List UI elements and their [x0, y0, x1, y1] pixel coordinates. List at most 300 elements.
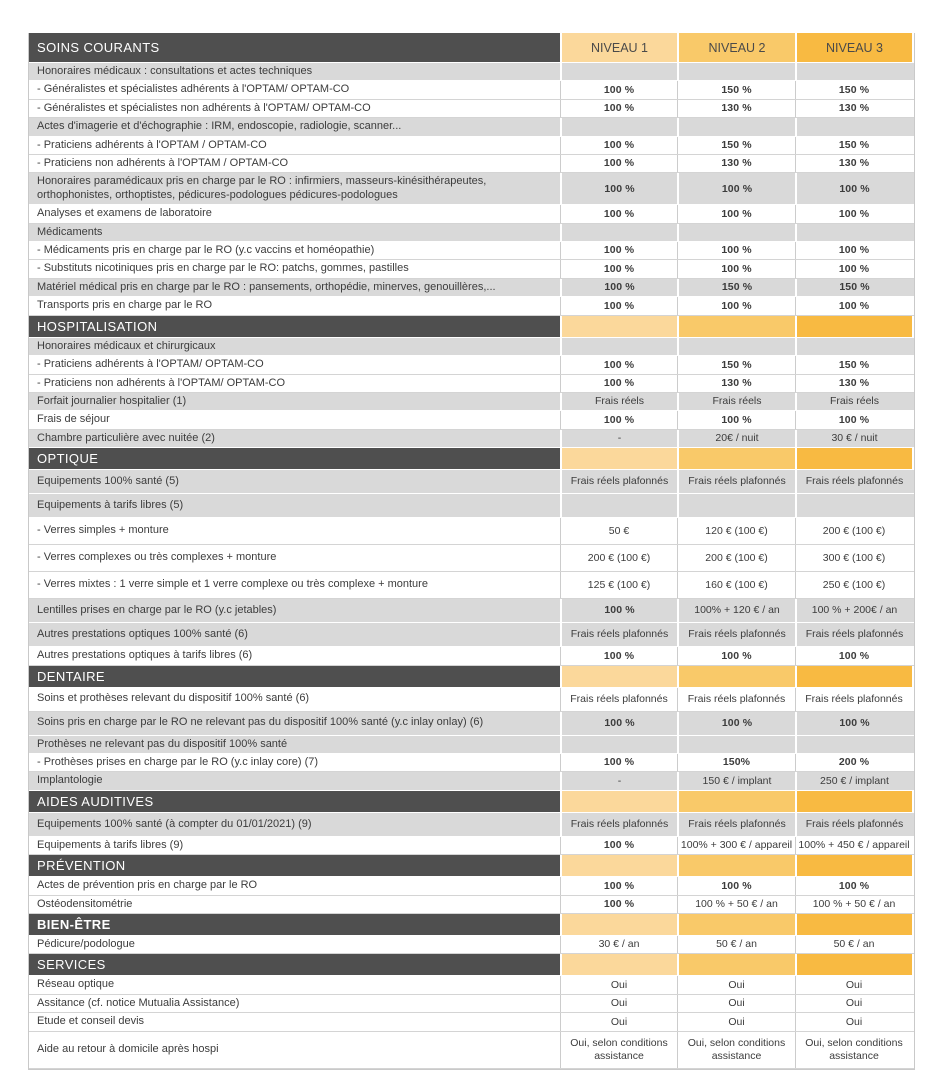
- benefit-value-cell: [795, 224, 912, 241]
- benefit-label: - Prothèses prises en charge par le RO (y.c inlay core) (7): [37, 755, 319, 768]
- benefit-value-cell: [677, 545, 795, 571]
- section-header-row: [29, 316, 914, 338]
- benefit-value-cell: [560, 173, 677, 204]
- section-title: BIEN-ÊTRE: [29, 914, 560, 935]
- benefit-value: 100 %: [603, 299, 635, 312]
- benefit-value: 100 %: [603, 413, 635, 426]
- benefit-value: 30 € / an: [598, 938, 640, 951]
- benefit-value-cell: [677, 63, 795, 80]
- benefit-value: 100 %: [604, 182, 635, 195]
- benefit-label: Transports pris en charge par le RO: [37, 299, 213, 312]
- benefit-value-cell: [677, 623, 795, 646]
- benefit-value-cell: [677, 837, 795, 854]
- benefit-value: 125 € (100 €): [587, 578, 651, 591]
- benefit-row: [29, 896, 914, 914]
- benefit-row: [29, 1013, 914, 1031]
- benefit-value: 100 %: [603, 649, 635, 662]
- benefit-label: - Médicaments pris en charge par le RO (y.c vaccins et homéopathie): [37, 244, 375, 257]
- benefit-row: [29, 63, 914, 81]
- benefit-value-cell: [677, 279, 795, 296]
- benefit-value-cell: [795, 813, 912, 836]
- benefit-value: Frais réels plafonnés: [688, 817, 786, 830]
- benefit-value-cell: [677, 813, 795, 836]
- benefit-value-cell: [560, 995, 677, 1012]
- benefit-label: Equipements 100% santé (5): [37, 474, 179, 487]
- benefit-value: 100 %: [603, 756, 635, 769]
- benefit-row: [29, 470, 914, 494]
- benefit-value-cell: [560, 518, 677, 544]
- benefit-value-cell: [560, 242, 677, 259]
- benefit-value-cell: [677, 356, 795, 373]
- benefit-label: Frais de séjour: [37, 413, 110, 426]
- benefit-value: 250 € (100 €): [822, 578, 886, 591]
- benefit-value: 200 %: [838, 756, 870, 769]
- benefit-label: Equipements à tarifs libres (9): [37, 838, 184, 851]
- benefit-value: Frais réels plafonnés: [570, 475, 669, 488]
- benefit-row: [29, 430, 914, 448]
- benefit-value: Frais réels plafonnés: [805, 475, 904, 488]
- benefit-value-cell: [795, 572, 912, 598]
- benefit-value: Frais réels plafonnés: [688, 628, 786, 641]
- level-header-cell: [795, 666, 912, 687]
- benefit-value: 50 € / an: [716, 938, 757, 951]
- benefit-value-cell: [795, 518, 912, 544]
- benefit-value: 130 %: [721, 157, 752, 170]
- level-header-cell: [677, 954, 795, 975]
- benefit-value-cell: [677, 494, 795, 517]
- benefit-value: 100 %: [603, 244, 635, 257]
- benefit-value: 100% + 450 € / appareil: [798, 839, 910, 852]
- benefit-value-cell: [677, 470, 795, 493]
- benefit-row: [29, 242, 914, 260]
- benefit-label: - Généralistes et spécialistes adhérents à l'OPTAM/ OPTAM-CO: [37, 83, 350, 96]
- section-title: AIDES AUDITIVES: [29, 791, 560, 812]
- benefit-row: [29, 356, 914, 374]
- benefit-label: Actes d'imagerie et d'échographie : IRM, endoscopie, radiologie, scanner...: [37, 120, 402, 133]
- section-header-row: [29, 448, 914, 470]
- benefit-label: Soins pris en charge par le RO ne relevant pas du dispositif 100% santé (y.c inlay onlay) (6): [37, 716, 484, 729]
- benefit-value-cell: [677, 599, 795, 622]
- benefit-value-cell: [795, 712, 912, 735]
- section-header-row: [29, 914, 914, 936]
- benefit-row: [29, 754, 914, 772]
- benefit-value-cell: [795, 393, 912, 410]
- benefit-value: 100 %: [603, 879, 635, 892]
- section-title: OPTIQUE: [29, 448, 560, 469]
- benefit-value-cell: [677, 173, 795, 204]
- benefit-value: 50 € / an: [833, 938, 875, 951]
- benefit-value: 100 %: [721, 716, 753, 729]
- benefit-value: 120 € (100 €): [705, 524, 768, 537]
- benefit-row: [29, 137, 914, 155]
- benefit-value: Frais réels plafonnés: [570, 692, 668, 705]
- benefit-value: 150 %: [838, 139, 870, 152]
- section-header-row: [29, 954, 914, 976]
- benefit-value-cell: [795, 63, 912, 80]
- benefit-label: - Praticiens non adhérents à l'OPTAM/ OPTAM-CO: [37, 376, 286, 389]
- benefit-label: Prothèses ne relevant pas du dispositif 100% santé: [37, 737, 288, 750]
- benefit-value: Oui, selon conditions assistance: [687, 1037, 786, 1062]
- benefit-value: 100 %: [838, 649, 870, 662]
- benefit-value-cell: [795, 205, 912, 222]
- benefit-value: 100 %: [603, 207, 635, 220]
- benefit-value-cell: [677, 1013, 795, 1030]
- benefit-label: Honoraires paramédicaux pris en charge par le RO : infirmiers, masseurs-kinésithérapeutes, orthophonistes, orthoptistes, pédicures-podologues pédicures-podologues: [37, 175, 487, 201]
- level-header-cell: [560, 666, 677, 687]
- benefit-value-cell: [677, 1032, 795, 1068]
- benefit-row: [29, 572, 914, 599]
- section-title: DENTAIRE: [29, 666, 560, 687]
- benefit-value-cell: [560, 813, 677, 836]
- benefit-row: [29, 976, 914, 994]
- benefit-value: 100 %: [603, 262, 635, 275]
- benefit-value: -: [617, 432, 622, 445]
- benefit-row: [29, 623, 914, 647]
- benefit-row: [29, 224, 914, 242]
- benefit-value-cell: [677, 205, 795, 222]
- benefit-value: 20€ / nuit: [715, 432, 759, 445]
- benefit-label: Equipements à tarifs libres (5): [37, 498, 184, 511]
- benefit-value: 100 %: [839, 182, 870, 195]
- benefit-value-cell: [560, 375, 677, 392]
- benefit-value-cell: [795, 1013, 912, 1030]
- benefit-value-cell: [795, 470, 912, 493]
- benefit-value: 100 %: [604, 716, 635, 729]
- benefit-value-cell: [560, 545, 677, 571]
- benefit-value: Frais réels: [829, 395, 879, 408]
- benefit-value-cell: [677, 754, 795, 771]
- benefit-value: 100 %: [838, 262, 870, 275]
- benefit-value: 100 %: [721, 879, 752, 892]
- benefit-label: Réseau optique: [37, 978, 115, 991]
- benefit-value-cell: [677, 118, 795, 135]
- benefit-value-cell: [677, 688, 795, 711]
- benefit-label: Lentilles prises en charge par le RO (y.c jetables): [37, 603, 277, 616]
- benefit-label: Médicaments: [37, 225, 103, 238]
- benefit-value: 150 %: [721, 139, 752, 152]
- level-header-cell: [677, 791, 795, 812]
- benefit-value-cell: [560, 754, 677, 771]
- benefit-value-cell: [795, 430, 912, 447]
- benefit-value-cell: [677, 224, 795, 241]
- benefit-row: [29, 100, 914, 118]
- benefit-value-cell: [677, 430, 795, 447]
- benefit-value: 50 €: [608, 524, 630, 537]
- benefit-value-cell: [560, 100, 677, 117]
- benefit-value: Oui: [728, 997, 745, 1010]
- benefit-value: Oui: [610, 978, 628, 991]
- benefit-value: 130 %: [721, 376, 752, 389]
- level-header-cell: [560, 855, 677, 876]
- benefit-value: 100 %: [603, 102, 635, 115]
- benefit-value-cell: [677, 995, 795, 1012]
- benefit-value-cell: [795, 772, 912, 789]
- benefit-value: 200 € (100 €): [587, 551, 651, 564]
- benefit-row: [29, 393, 914, 411]
- benefit-value-cell: [560, 338, 677, 355]
- benefit-value-cell: [795, 375, 912, 392]
- benefit-label: Soins et prothèses relevant du dispositif 100% santé (6): [37, 692, 310, 705]
- benefit-value-cell: [677, 647, 795, 664]
- benefit-value-cell: [795, 976, 912, 993]
- benefit-value-cell: [795, 297, 912, 314]
- benefit-value-cell: [677, 772, 795, 789]
- benefit-value-cell: [560, 572, 677, 598]
- benefit-value: Frais réels plafonnés: [570, 628, 669, 641]
- benefit-row: [29, 1032, 914, 1069]
- benefit-label: Chambre particulière avec nuitée (2): [37, 431, 215, 444]
- benefit-value-cell: [677, 936, 795, 953]
- benefit-row: [29, 205, 914, 223]
- benefit-value: 150 € / implant: [702, 774, 772, 787]
- benefit-value: 100 %: [603, 839, 635, 852]
- benefit-value-cell: [560, 205, 677, 222]
- benefit-value: Oui: [610, 997, 628, 1010]
- benefit-row: [29, 599, 914, 623]
- level-header-cell: [560, 791, 677, 812]
- benefit-value-cell: [795, 356, 912, 373]
- benefit-value: Frais réels plafonnés: [805, 817, 904, 830]
- benefit-row: [29, 155, 914, 173]
- benefit-label: - Verres mixtes : 1 verre simple et 1 verre complexe ou très complexe + monture: [37, 578, 428, 591]
- benefit-value: 250 € / implant: [820, 774, 889, 787]
- benefit-value-cell: [560, 688, 677, 711]
- benefit-value-cell: [560, 1032, 677, 1068]
- benefit-row: [29, 338, 914, 356]
- benefit-value-cell: [677, 393, 795, 410]
- benefit-label: Forfait journalier hospitalier (1): [37, 394, 187, 407]
- benefit-value-cell: [795, 242, 912, 259]
- benefit-value: 100 %: [603, 897, 635, 910]
- benefit-value-cell: [560, 936, 677, 953]
- benefit-value: 150 %: [838, 83, 870, 96]
- benefit-label: - Substituts nicotiniques pris en charge par le RO: patchs, gommes, pastilles: [37, 262, 409, 275]
- section-header-row: [29, 855, 914, 877]
- benefit-label: - Praticiens adhérents à l'OPTAM / OPTAM-CO: [37, 138, 267, 151]
- benefit-row: [29, 688, 914, 712]
- section-title: SERVICES: [29, 954, 560, 975]
- benefit-label: - Verres simples + monture: [37, 524, 169, 537]
- benefit-value: 130 %: [721, 102, 752, 115]
- benefit-value-cell: [795, 137, 912, 154]
- level-header-cell: [677, 316, 795, 337]
- benefit-value-cell: [795, 118, 912, 135]
- benefit-value: 150%: [722, 756, 751, 769]
- benefit-row: [29, 411, 914, 429]
- benefit-label: Autres prestations optiques 100% santé (6): [37, 627, 248, 640]
- benefit-value: 100% + 300 € / appareil: [680, 839, 793, 852]
- benefit-value: Frais réels plafonnés: [805, 628, 904, 641]
- benefit-value-cell: [677, 81, 795, 98]
- benefit-row: [29, 837, 914, 855]
- level-header-cell: [795, 448, 912, 469]
- benefit-row: [29, 260, 914, 278]
- benefit-value-cell: [795, 837, 912, 854]
- benefit-value-cell: [560, 430, 677, 447]
- benefit-value: 100 %: [839, 716, 870, 729]
- benefit-value-cell: [677, 338, 795, 355]
- benefit-value-cell: [677, 242, 795, 259]
- benefit-value-cell: [560, 118, 677, 135]
- benefit-value: 100 %: [721, 262, 752, 275]
- benefit-label: - Verres complexes ou très complexes + monture: [37, 551, 277, 564]
- benefit-row: [29, 118, 914, 136]
- benefit-value: 100 % + 50 € / an: [812, 897, 896, 910]
- benefit-value: 130 %: [838, 102, 870, 115]
- level-header-cell: NIVEAU 2: [677, 33, 795, 62]
- benefit-value: 100 %: [721, 182, 753, 195]
- benefit-value-cell: [560, 976, 677, 993]
- benefit-row: [29, 81, 914, 99]
- benefit-value: Oui, selon conditions assistance: [805, 1037, 903, 1062]
- benefit-value-cell: [560, 155, 677, 172]
- benefit-label: Autres prestations optiques à tarifs libres (6): [37, 649, 253, 662]
- benefit-value-cell: [677, 100, 795, 117]
- benefit-value: -: [617, 774, 622, 787]
- benefit-value: Oui: [728, 1015, 745, 1028]
- level-header-cell: [795, 954, 912, 975]
- benefit-value-cell: [677, 411, 795, 428]
- benefit-value-cell: [677, 297, 795, 314]
- benefit-value: 100 %: [838, 207, 870, 220]
- benefit-value-cell: [795, 411, 912, 428]
- level-header-cell: NIVEAU 3: [795, 33, 912, 62]
- benefit-value: 200 € (100 €): [822, 524, 886, 537]
- benefit-row: [29, 518, 914, 545]
- benefit-value: Frais réels plafonnés: [687, 692, 786, 705]
- benefit-value-cell: [677, 375, 795, 392]
- benefit-label: Analyses et examens de laboratoire: [37, 207, 212, 220]
- level-header-cell: [795, 316, 912, 337]
- benefit-value: 100 %: [603, 83, 635, 96]
- benefit-value: 100 %: [838, 413, 870, 426]
- benefit-value-cell: [677, 260, 795, 277]
- benefit-value: 300 € (100 €): [822, 551, 886, 564]
- benefit-value-cell: [795, 173, 912, 204]
- benefit-value-cell: [560, 494, 677, 517]
- benefit-value-cell: [677, 896, 795, 913]
- benefit-row: [29, 712, 914, 736]
- benefit-value: 100 %: [604, 281, 635, 294]
- benefit-value-cell: [560, 877, 677, 894]
- benefit-label: Actes de prévention pris en charge par le RO: [37, 879, 258, 892]
- benefit-value: Oui: [845, 1015, 863, 1028]
- benefit-value: 100 %: [721, 299, 752, 312]
- benefit-value-cell: [677, 877, 795, 894]
- benefit-label: Etude et conseil devis: [37, 1015, 145, 1028]
- benefit-value-cell: [560, 224, 677, 241]
- benefit-value: Frais réels: [712, 395, 762, 408]
- benefit-label: - Praticiens adhérents à l'OPTAM/ OPTAM-CO: [37, 358, 264, 371]
- benefit-value-cell: [795, 936, 912, 953]
- benefit-value: 100 %: [721, 207, 752, 220]
- benefit-value-cell: [795, 736, 912, 753]
- benefit-label: Honoraires médicaux : consultations et actes techniques: [37, 65, 313, 77]
- benefit-row: [29, 813, 914, 837]
- benefit-value-cell: [560, 772, 677, 789]
- benefit-value: Oui: [845, 978, 863, 991]
- benefit-value-cell: [560, 470, 677, 493]
- benefit-value-cell: [560, 279, 677, 296]
- benefit-value-cell: [560, 393, 677, 410]
- benefit-row: [29, 877, 914, 895]
- benefits-table: [28, 33, 915, 1070]
- benefit-value-cell: [795, 100, 912, 117]
- benefit-value-cell: [560, 411, 677, 428]
- benefit-value-cell: [560, 736, 677, 753]
- benefit-value: Oui: [610, 1015, 628, 1028]
- benefit-value: 100 %: [838, 879, 870, 892]
- benefit-value-cell: [677, 976, 795, 993]
- benefit-row: [29, 545, 914, 572]
- benefit-label: Equipements 100% santé (à compter du 01/01/2021) (9): [37, 817, 312, 830]
- benefit-value: 150 %: [721, 281, 753, 294]
- benefit-value: 150 %: [721, 83, 752, 96]
- benefit-value-cell: [795, 494, 912, 517]
- benefit-value: 200 € (100 €): [705, 551, 768, 564]
- benefit-value-cell: [560, 260, 677, 277]
- section-header-row: [29, 791, 914, 813]
- benefit-value: 100 %: [604, 604, 635, 617]
- benefit-row: [29, 173, 914, 205]
- benefit-value-cell: [560, 137, 677, 154]
- level-header-cell: [677, 448, 795, 469]
- benefit-label: Pédicure/podologue: [37, 937, 135, 950]
- benefit-value: 100 % + 200€ / an: [811, 604, 898, 617]
- benefit-value-cell: [795, 1032, 912, 1068]
- section-header-row: [29, 666, 914, 688]
- benefit-value: Oui: [845, 997, 863, 1010]
- benefit-value-cell: [795, 688, 912, 711]
- benefit-value-cell: [795, 279, 912, 296]
- benefit-value-cell: [560, 647, 677, 664]
- benefit-row: [29, 494, 914, 518]
- benefit-value-cell: [677, 572, 795, 598]
- level-header-cell: [677, 666, 795, 687]
- benefit-row: [29, 297, 914, 315]
- benefit-value: 100 %: [603, 358, 635, 371]
- benefit-value: Frais réels: [594, 395, 644, 408]
- benefit-value: 150 %: [721, 358, 752, 371]
- benefit-value-cell: [677, 712, 795, 735]
- benefit-value: 150 %: [838, 358, 870, 371]
- section-header-row: [29, 33, 914, 63]
- benefit-value-cell: [560, 1013, 677, 1030]
- benefit-value: Oui, selon conditions assistance: [570, 1037, 668, 1062]
- benefit-value-cell: [560, 63, 677, 80]
- benefit-label: - Généralistes et spécialistes non adhérents à l'OPTAM/ OPTAM-CO: [37, 101, 371, 114]
- level-header-cell: [560, 448, 677, 469]
- benefit-row: [29, 279, 914, 297]
- benefit-row: [29, 647, 914, 665]
- benefit-value: 100 %: [838, 244, 870, 257]
- benefit-value: 100 %: [603, 376, 635, 389]
- benefit-value-cell: [795, 896, 912, 913]
- level-header-cell: [795, 855, 912, 876]
- benefit-value: 100 %: [603, 157, 635, 170]
- level-header-cell: [795, 914, 912, 935]
- benefit-value-cell: [677, 736, 795, 753]
- benefit-value: 30 € / nuit: [831, 432, 878, 445]
- benefit-value: 100 %: [721, 244, 752, 257]
- benefit-value-cell: [560, 896, 677, 913]
- benefit-value: 100 % + 50 € / an: [695, 897, 778, 910]
- benefit-value-cell: [795, 599, 912, 622]
- benefit-value-cell: [560, 356, 677, 373]
- benefit-value: Oui: [728, 978, 745, 991]
- benefit-value-cell: [795, 545, 912, 571]
- benefit-value-cell: [795, 995, 912, 1012]
